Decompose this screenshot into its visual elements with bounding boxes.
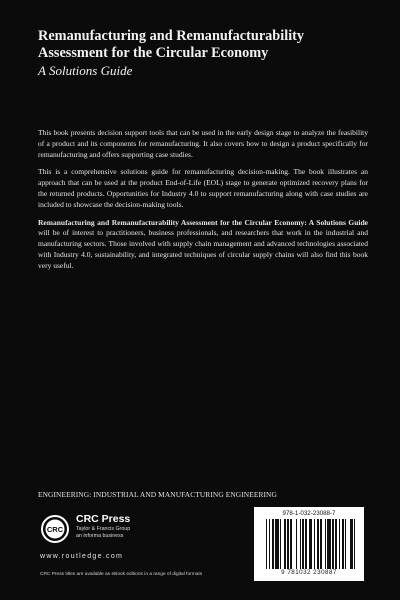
subject-category: ENGINEERING: INDUSTRIAL AND MANUFACTURING ENGINEERING [38,490,277,499]
book-subtitle: A Solutions Guide [38,63,133,78]
isbn-barcode [254,507,364,581]
isbn-number: 978-1-032-23088-7 [282,510,336,517]
description-paragraph-3: Remanufacturing and Remanufacturability Assessment for the Circular Economy: A Solutions Guide will be of interest to practitioners, business professionals, and researchers that work in the industrial and manufacturing sectors. Those involved with supply chain management and advanced technologies associated with Industry 4.0, sustainability, and integrated techniques of circular supply chains will also find this book very useful. [38,217,368,270]
barcode-bar [355,519,358,571]
description-paragraph-1: This book presents decision support tools that can be used in the early design stage to analyze the feasibility of a product and its components for remanufacturing. It also covers how to design a product specifically for remanufacturing and offers supporting case studies. [38,128,368,159]
barcode-bars [266,519,358,571]
description-paragraph-2: This is a comprehensive solutions guide for remanufacturing decision-making. The book illustrates an approach that can be used at the product End-of-Life (EOL) stage to generate optimized recovery plans for the returned products. Opportunities for Industry 4.0 to support remanufacturing along with case studies are included to showcase the decision-making tools. [38,167,368,209]
publisher-group: Taylor & Francis Group [76,526,131,532]
book-description [38,128,368,279]
crc-press-logo-icon [40,514,70,544]
bold-title-lead: Remanufacturing and Remanufacturability Assessment for the Circular Economy: A Solutions Guide [38,217,368,227]
ebook-availability-note: CRC Press titles are available as eBook editions in a range of digital formats [40,572,203,577]
publisher-tagline: an informa business [76,533,124,539]
logo-text: CRC [46,525,64,534]
book-title: Remanufacturing and Remanufacturability Assessment for the Circular Economy [38,28,305,61]
barcode-digits: 9 781032 230887 [256,569,362,576]
publisher-name: CRC Press [76,513,131,525]
publisher-website: www.routledge.com [40,553,124,560]
